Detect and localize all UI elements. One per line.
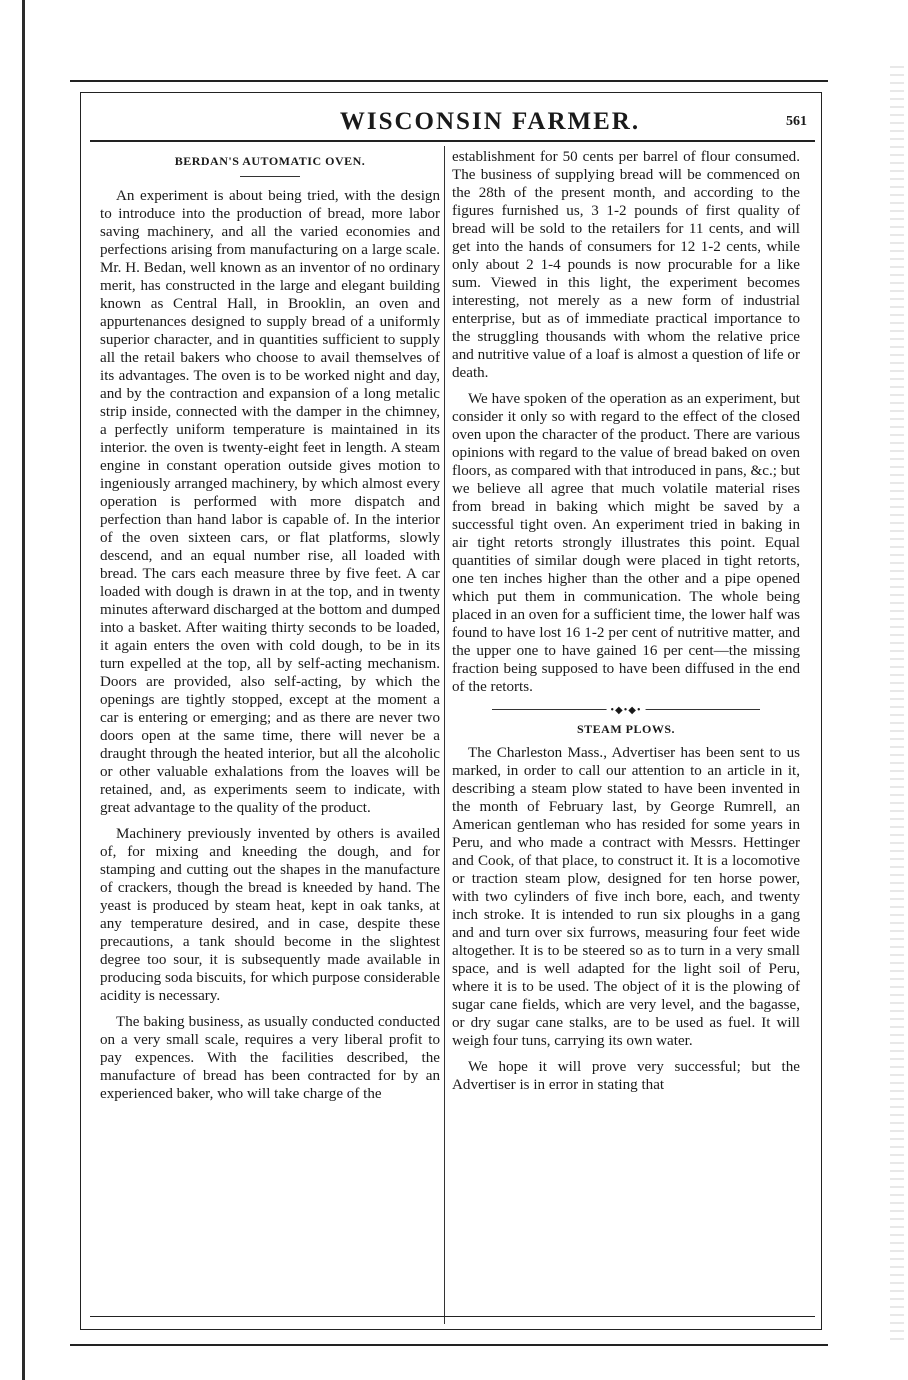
article-paragraph: The baking business, as usually conducted conducted on a very small scale, requires a very liberal profit to pay expences. With the facilities described, the manufacture of bread has been contracted for by an experienced baker, who will take charge of the	[100, 1014, 440, 1102]
article-title-berdans-oven: BERDAN'S AUTOMATIC OVEN.	[174, 154, 366, 168]
article-paragraph: We hope it will prove very successful; but the Advertiser is in error in stating that	[452, 1059, 800, 1093]
article-paragraph-continued: establishment for 50 cents per barrel of flour consumed. The business of supplying bread will be commenced on the 28th of the present month, and according to the figures furnished us, 3 1-2 pounds of first quality of bread will be sold to the retailers for 11 cents, and will get into the hands of consumers for 12 1-2 cents, while only about 2 1-4 pounds is now procurable for a like sum. Viewed in this light, the experiment becomes interesting, not merely as a new form of industrial enterprise, but as of immediate practical importance to the struggling thousands with whom the relative price and nutritive value of a loaf is almost a question of life or death.	[452, 149, 800, 381]
page-stack-edge	[890, 60, 904, 1340]
page-header	[90, 108, 815, 138]
right-column	[452, 148, 800, 1102]
page-gutter-edge	[22, 0, 25, 1380]
page-number: 561	[786, 114, 807, 129]
article-paragraph: The Charleston Mass., Advertiser has been sent to us marked, in order to call our attention to an article in it, describing a steam plow stated to have been invented in the month of February last, by George Rumrell, an American gentleman who has resided for some years in Peru, and who made a contract with Messrs. Hettinger and Cook, of that place, to construct it. It is a locomotive or traction steam plow, designed for ten horse power, with two cylinders of five inch bore, each, and twenty inch stroke. It is intended to run six ploughs in a gang and and turn over six furrows, measuring four feet wide altogether. It is to be steered so as to turn in a very small space, and is well adapted for the light soil of Peru, where it is to be used. The object of it is the plowing of sugar cane fields, which are very level, and the bagasse, or dry sugar cane stalks, are to be used as fuel. It will weigh four tuns, carrying its own water.	[452, 745, 800, 1049]
title-rule	[240, 176, 300, 177]
ornament-glyph: •◆•◆•	[607, 702, 646, 720]
article-paragraph: An experiment is about being tried, with the design to introduce into the production of bread, more labor saving machinery, and all the varied economies and perfections arising from manufacturing on a large scale. Mr. H. Bedan, well known as an inventor of no ordinary merit, has constructed in the large and elegant building known as Central Hall, in Brooklin, an oven and appurtenances designed to supply bread of a uniformly superior character, and in quantities sufficient to supply all the retail bakers who choose to avail themselves of its advantages. The oven is to be worked night and day, and by the contraction and expansion of a long metalic strip inside, connected with the damper in the chimney, a perfectly uniform temperature is maintained in its interior. the oven is twenty-eight feet in length. A steam engine in constant operation outside gives motion to ingeniously arranged machinery, by which almost every operation is performed with more dispatch and perfection than hand labor is capable of. In the interior of the oven sixteen cars, or flat platforms, slowly descend, and an equal number rise, all loaded with bread. The cars each measure three by five feet. A car loaded with dough is drawn in at the top, and in twenty minutes afterward discharged at the bottom and dumped into a basket. After waiting thirty seconds to be loaded, it again enters the oven with cold dough, to be in its turn expelled at the top, all by self-acting mechanism. Doors are provided, also self-acting, by which the openings are tightly stopped, except at the moment a car is entering or emerging; and as there are never two doors open at the same time, there will never be a draught through the heated interior, but all the alcoholic or other valuable exhalations from the loaves will be retained, and, as experiments seem to indicate, with great advantage to the quality of the product.	[100, 188, 440, 816]
column-divider	[444, 146, 445, 1324]
article-paragraph: We have spoken of the operation as an experiment, but consider it only so with regard to the effect of the closed oven upon the character of the product. There are various opinions with regard to the value of bread baked on oven floors, as compared with that introduced in pans, &c.; but we believe all agree that much volatile material rises from bread in baking which might be saved by a successful tight oven. An experiment tried in baking in air tight retorts strongly illustrates this point. Equal quantities of similar dough were placed in tight retorts, one ten inches higher than the other and a pipe opened which put them in communication. The whole being placed in an oven for a sufficient time, the lower half was found to have lost 16 1-2 per cent of nutritive matter, and the upper one to have gained 16 per cent—the missing fraction being supposed to have been diffused in the end of the retorts.	[452, 391, 800, 695]
section-ornament	[452, 704, 800, 714]
article-paragraph: Machinery previously invented by others is availed of, for mixing and kneeding the dough, and for stamping and cutting out the shapes in the manufacture of crackers, though the bread is kneeded by hand. The yeast is produced by steam heat, kept in oak tanks, at any temperature desired, and in case, despite these precautions, a tank should become in the slightest degree too sour, it is subsequently made available in producing soda biscuits, for which purpose considerable acidity is necessary.	[100, 826, 440, 1004]
footer-rule	[90, 1316, 815, 1317]
left-column	[100, 148, 440, 1111]
article-title-steam-plows: STEAM PLOWS.	[576, 722, 675, 736]
header-rule	[90, 140, 815, 142]
masthead-title: WISCONSIN FARMER.	[339, 108, 641, 135]
